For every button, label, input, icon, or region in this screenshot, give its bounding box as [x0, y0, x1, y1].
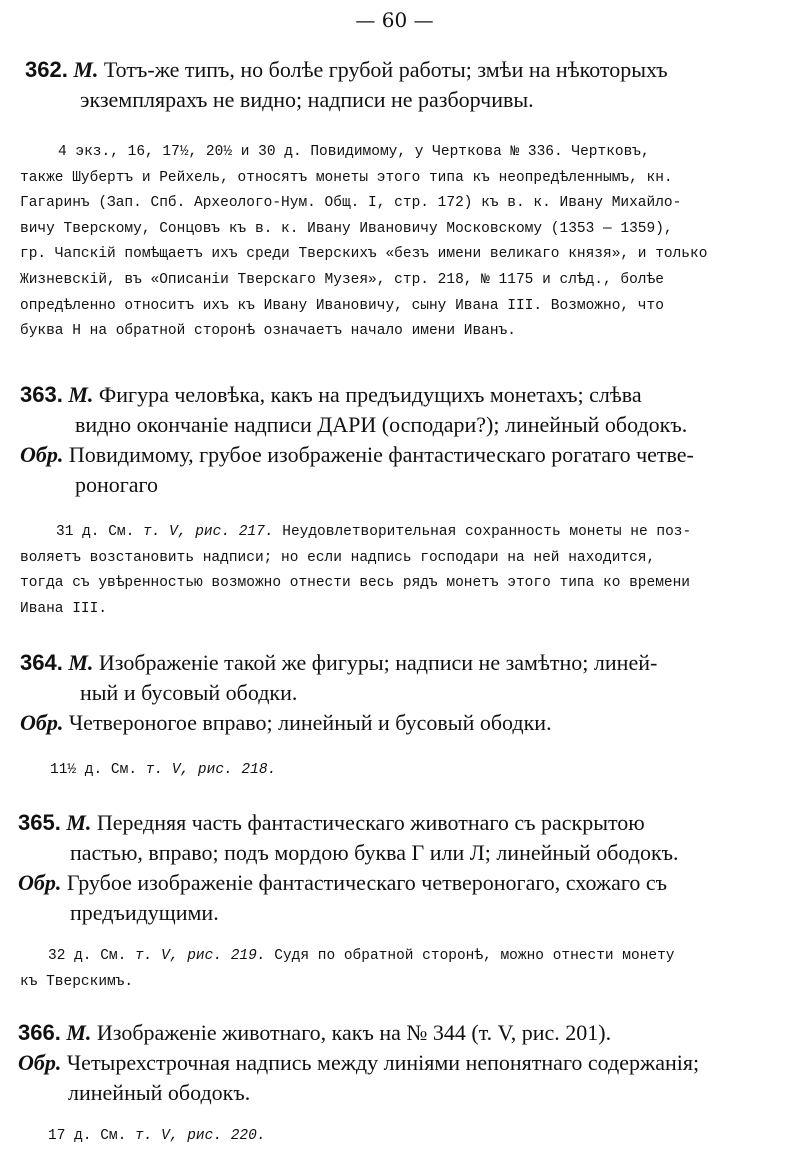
note-text: Неудовлетворительная сохранность монеты не поз- — [273, 524, 692, 540]
obverse-marker: М. — [66, 810, 92, 835]
note-text: Судя по обратной сторонѣ, можно отнести монету — [265, 948, 675, 964]
note-363 — [20, 520, 780, 622]
note-364 — [20, 758, 780, 784]
obverse-marker: М. — [73, 57, 99, 82]
entry-366 — [0, 1018, 789, 1108]
entry-text: видно окончаніе надписи ДАРИ (осподари?); линейный ободокъ. — [75, 412, 688, 437]
obverse-marker: М. — [68, 650, 94, 675]
note-line: тогда съ увѣренностью возможно отнести весь рядъ монетъ этого типа ко времени — [20, 575, 691, 592]
entry-365 — [0, 808, 789, 928]
entry-number: 364. — [20, 650, 63, 675]
note-text: 11½ д. См. — [50, 762, 146, 778]
obverse-marker: М. — [68, 382, 94, 407]
entry-text: Изображеніе животнаго, какъ на № 344 (т. V, рис. 201). — [96, 1020, 612, 1045]
page-number: — 60 — — [355, 8, 434, 32]
entry-362 — [0, 55, 789, 115]
reverse-marker: Обр. — [20, 442, 64, 467]
entry-text: Четырехстрочная надпись между линіями непонятнаго содержанія; — [66, 1050, 700, 1075]
note-line: 4 экз., 16, 17½, 20½ и 30 д. Повидимому, у Черткова № 336. Чертковъ, — [58, 144, 650, 160]
note-line: Жизневскій, въ «Описаніи Тверскаго Музея», стр. 218, № 1175 и слѣд., болѣе — [20, 271, 664, 288]
plate-reference: т. V, рис. 218. — [145, 762, 277, 778]
entry-text: линейный ободокъ. — [68, 1080, 251, 1105]
entry-text: роногаго — [75, 472, 159, 497]
entry-text: Изображеніе такой же фигуры; надписи не замѣтно; линей- — [98, 650, 658, 675]
entry-text: Повидимому, грубое изображеніе фантастическаго рогатаго четве- — [68, 442, 694, 467]
note-362 — [20, 140, 780, 345]
plate-reference: т. V, рис. 220. — [135, 1128, 266, 1144]
note-text: 31 д. См. — [56, 524, 144, 540]
plate-reference: т. V, рис. 217. — [143, 524, 274, 540]
note-line: Ивана III. — [20, 600, 108, 617]
entry-363 — [0, 380, 789, 500]
entry-number: 362. — [25, 57, 68, 82]
entry-text: экземплярахъ не видно; надписи не разборчивы. — [80, 87, 534, 112]
note-line: опредѣленно относитъ ихъ къ Ивану Ивановичу, сыну Ивана III. Возможно, что — [20, 297, 664, 314]
entry-text: Четвероногое вправо; линейный и бусовый ободки. — [68, 710, 552, 735]
entry-text: Передняя часть фантастическаго животнаго съ раскрытою — [96, 810, 645, 835]
entry-text: ный и бусовый ободки. — [80, 680, 298, 705]
entry-text: Грубое изображеніе фантастическаго четвероногаго, схожаго съ — [66, 870, 667, 895]
note-text: 17 д. См. — [48, 1128, 136, 1144]
entry-number: 365. — [18, 810, 61, 835]
entry-number: 366. — [18, 1020, 61, 1045]
note-line: буква Н на обратной сторонѣ означаетъ начало имени Иванъ. — [20, 323, 516, 340]
note-line: къ Тверскимъ. — [20, 973, 134, 990]
note-text: 32 д. См. — [48, 948, 136, 964]
reverse-marker: Обр. — [18, 870, 62, 895]
note-366 — [20, 1124, 780, 1150]
entry-number: 363. — [20, 382, 63, 407]
note-line: воляетъ возстановить надписи; но если надпись господари на ней находится, — [20, 549, 656, 566]
entry-text: Фигура человѣка, какъ на предъидущихъ монетахъ; слѣва — [98, 382, 642, 407]
entry-text: Тотъ-же типъ, но болѣе грубой работы; змѣи на нѣкоторыхъ — [103, 57, 668, 82]
note-365 — [20, 944, 780, 995]
plate-reference: т. V, рис. 219. — [135, 948, 266, 964]
reverse-marker: Обр. — [18, 1050, 62, 1075]
note-line: вичу Тверскому, Сонцовъ къ в. к. Ивану Ивановичу Московскому (1353 — 1359), — [20, 220, 673, 237]
entry-text: предъидущими. — [70, 900, 219, 925]
reverse-marker: Обр. — [20, 710, 64, 735]
note-line: гр. Чапскій помѣщаетъ ихъ среди Тверскихъ «безъ имени великаго князя», и только — [20, 246, 708, 263]
obverse-marker: М. — [66, 1020, 92, 1045]
entry-text: пастью, вправо; подъ мордою буква Г или Л; линейный ободокъ. — [70, 840, 679, 865]
note-line: также Шубертъ и Рейхель, относятъ монеты этого типа къ неопредѣленнымъ, кн. — [20, 169, 673, 186]
entry-364 — [0, 648, 789, 738]
note-line: Гагаринъ (Зап. Спб. Археолого-Нум. Общ. I, стр. 172) къ в. к. Ивану Михайло- — [20, 195, 682, 212]
